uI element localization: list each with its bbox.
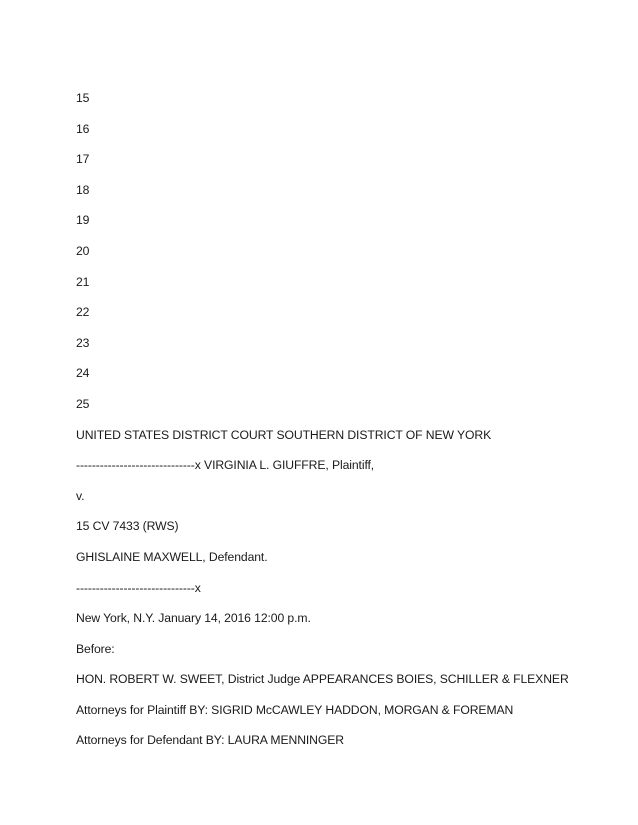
caption-defendant: GHISLAINE MAXWELL, Defendant. <box>76 549 268 564</box>
caption-versus: v. <box>76 488 85 503</box>
court-heading: UNITED STATES DISTRICT COURT SOUTHERN DISTRICT OF NEW YORK <box>76 427 492 442</box>
before-label: Before: <box>76 641 115 656</box>
line-number: 22 <box>76 305 90 320</box>
line-number: 19 <box>76 213 90 228</box>
plaintiff-attorneys: Attorneys for Plaintiff BY: SIGRID McCAWLEY HADDON, MORGAN & FOREMAN <box>76 702 514 717</box>
line-number: 16 <box>76 121 90 136</box>
line-number: 17 <box>76 152 90 167</box>
defendant-attorneys: Attorneys for Defendant BY: LAURA MENNINGER <box>76 733 344 748</box>
transcript-body <box>76 90 616 763</box>
judge-appearances: HON. ROBERT W. SWEET, District Judge APPEARANCES BOIES, SCHILLER & FLEXNER <box>76 672 569 687</box>
line-number: 24 <box>76 366 90 381</box>
case-number: 15 CV 7433 (RWS) <box>76 519 179 534</box>
line-number: 15 <box>76 91 90 105</box>
caption-plaintiff: ------------------------------x VIRGINIA L. GIUFFRE, Plaintiff, <box>76 458 375 473</box>
hearing-date: New York, N.Y. January 14, 2016 12:00 p.m. <box>76 611 311 626</box>
line-number: 20 <box>76 243 90 258</box>
line-number: 18 <box>76 182 90 197</box>
line-number: 23 <box>76 335 90 350</box>
caption-divider: ------------------------------x <box>76 580 201 595</box>
line-number: 21 <box>76 274 90 289</box>
line-number: 25 <box>76 396 90 411</box>
